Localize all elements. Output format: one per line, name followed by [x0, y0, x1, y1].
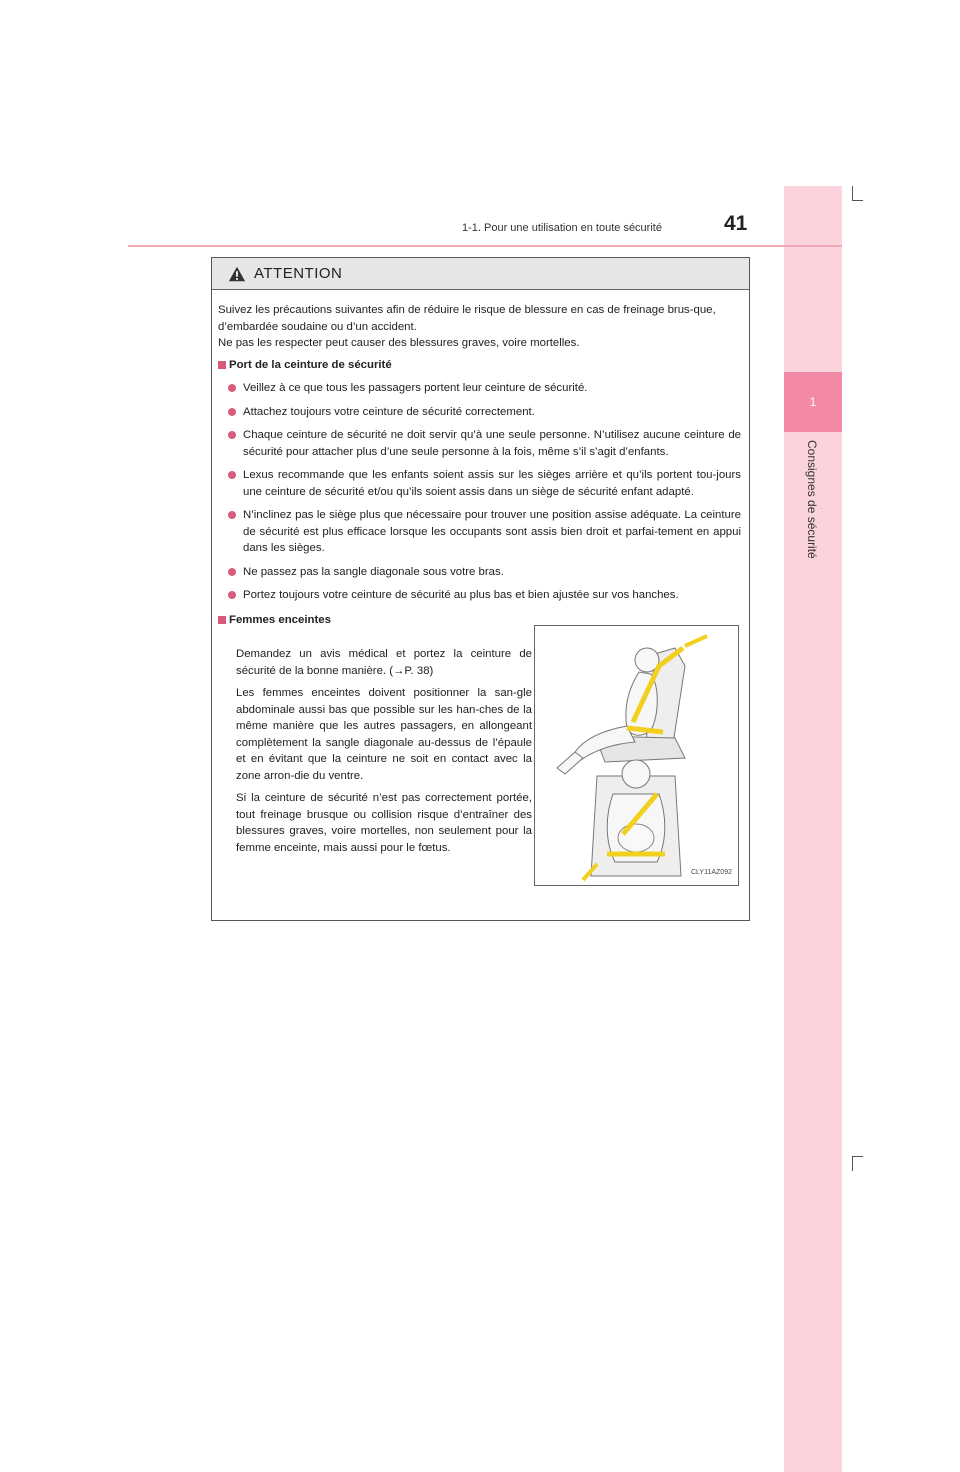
square-bullet-icon: [218, 361, 226, 369]
list-item: N’inclinez pas le siège plus que nécessaire pour trouver une position assise adéquate. La ceinture de sécurité est plus efficace lorsque les occupants sont assis bien droit et parfai-tement en appui dans les sièges.: [218, 507, 741, 557]
paragraph: Si la ceinture de sécurité n’est pas correctement portée, tout freinage brusque ou collision risque d’entraîner des blessures graves, voire mortelles, non seulement pour la femme enceinte, mais aussi pour le fœtus.: [236, 792, 532, 854]
bullet-dot-icon: [228, 408, 236, 416]
bullet-dot-icon: [228, 568, 236, 576]
bullet-dot-icon: [228, 511, 236, 519]
chapter-number: 1: [784, 372, 842, 432]
list-item: Ne passez pas la sangle diagonale sous votre bras.: [218, 564, 741, 581]
pregnant-section: [218, 632, 741, 876]
list-item: Veillez à ce que tous les passagers portent leur ceinture de sécurité.: [218, 380, 741, 397]
list-item: Attachez toujours votre ceinture de sécurité correctement.: [218, 404, 741, 421]
warning-box: [211, 257, 750, 921]
header-rule: [128, 245, 842, 247]
section-heading-text: Femmes enceintes: [229, 613, 331, 626]
crop-mark-bottom: [852, 1156, 863, 1171]
list-item: Portez toujours votre ceinture de sécurité au plus bas et bien ajustée sur vos hanches.: [218, 587, 741, 604]
chapter-label: Consignes de sécurité: [805, 440, 819, 559]
section-heading: [218, 357, 741, 374]
warning-header: [212, 258, 749, 290]
bullet-dot-icon: [228, 431, 236, 439]
bullet-dot-icon: [228, 471, 236, 479]
figure-code: CLY11AZ092: [691, 868, 732, 876]
pregnant-seatbelt-figure: [535, 626, 738, 885]
intro-text: Suivez les précautions suivantes afin de réduire le risque de blessure en cas de freinage brus-que, d’embardée soudaine ou d’un accident.: [218, 304, 716, 333]
paragraph: Les femmes enceintes doivent positionner la san-gle abdominale aussi bas que possible sur les han-ches de la même manière que les autres passagers, en allongeant complètement la sangle diagonale au-dessus de l’épaule et en évitant que la ceinture ne soit en contact avec la zone arron-die du ventre.: [236, 687, 532, 782]
crop-mark-top: [852, 186, 863, 201]
paragraph: Demandez un avis médical et portez la ceinture de sécurité de la bonne manière. (→P. 38): [236, 648, 532, 677]
pregnant-text: [236, 632, 532, 856]
warning-body: [212, 290, 749, 876]
list-item: Lexus recommande que les enfants soient assis sur les sièges arrière et qu’ils portent tou-jours une ceinture de sécurité et/ou qu’ils soient assis dans un siège de sécurité enfant adapté.: [218, 467, 741, 500]
bullet-dot-icon: [228, 384, 236, 392]
seatbelt-illustration: [534, 625, 739, 886]
section-heading-text: Port de la ceinture de sécurité: [229, 358, 392, 371]
warning-triangle-icon: [228, 265, 246, 283]
list-item: Chaque ceinture de sécurité ne doit servir qu’à une seule personne. N’utilisez aucune ceinture de sécurité pour attacher plus d’une seule personne à la fois, même s’il s’agit d’enfants.: [218, 427, 741, 460]
page-number: 41: [724, 212, 748, 235]
bullet-dot-icon: [228, 591, 236, 599]
section-title: 1-1. Pour une utilisation en toute sécurité: [462, 222, 662, 234]
warning-title: ATTENTION: [254, 265, 343, 282]
square-bullet-icon: [218, 616, 226, 624]
intro-text: Ne pas les respecter peut causer des blessures graves, voire mortelles.: [218, 337, 580, 349]
bullet-list: [218, 380, 741, 604]
